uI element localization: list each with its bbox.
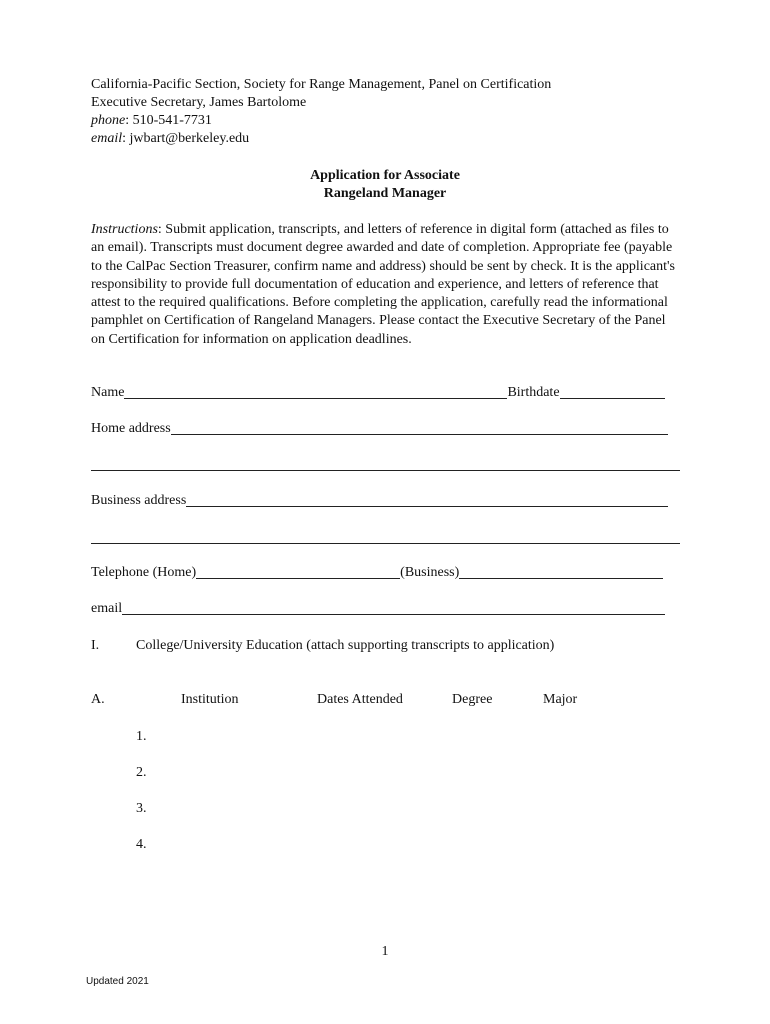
telephone-row bbox=[91, 564, 663, 582]
education-row-1[interactable]: 1. bbox=[136, 729, 147, 744]
phone-label: phone bbox=[91, 113, 126, 128]
phone-value: : 510-541-7731 bbox=[125, 113, 212, 128]
secretary-line: Executive Secretary, James Bartolome bbox=[91, 95, 307, 110]
name-field[interactable] bbox=[124, 385, 507, 399]
document-title-line-1: Application for Associate bbox=[310, 168, 460, 183]
education-row-2[interactable]: 2. bbox=[136, 765, 147, 780]
education-row-3[interactable]: 3. bbox=[136, 801, 147, 816]
name-label: Name bbox=[91, 385, 125, 400]
home-address-label: Home address bbox=[91, 421, 171, 436]
page-number: 1 bbox=[381, 944, 389, 959]
birthdate-label: Birthdate bbox=[507, 385, 560, 400]
home-address-field[interactable] bbox=[171, 421, 668, 435]
column-degree: Degree bbox=[452, 692, 493, 707]
document-title-line-2: Rangeland Manager bbox=[323, 186, 447, 201]
organization-line: California-Pacific Section, Society for Range Management, Panel on Certification bbox=[91, 77, 552, 92]
email-field-label: email bbox=[91, 601, 123, 616]
business-address-field-line-2[interactable] bbox=[91, 543, 680, 544]
business-address-row bbox=[91, 492, 668, 510]
business-address-label: Business address bbox=[91, 493, 187, 508]
instructions-paragraph bbox=[91, 221, 681, 349]
phone-line bbox=[91, 112, 212, 130]
telephone-home-field[interactable] bbox=[196, 565, 400, 579]
email-row bbox=[91, 600, 665, 618]
birthdate-field[interactable] bbox=[560, 385, 665, 399]
telephone-business-field[interactable] bbox=[459, 565, 663, 579]
section-one-numeral: I. bbox=[91, 638, 100, 653]
instructions-label: Instructions bbox=[91, 222, 158, 237]
email-value: : jwbart@berkeley.edu bbox=[122, 131, 250, 146]
name-birthdate-row bbox=[91, 384, 665, 402]
home-address-row bbox=[91, 420, 668, 438]
column-institution: Institution bbox=[181, 692, 239, 707]
education-row-label: A. bbox=[91, 692, 105, 707]
email-line bbox=[91, 130, 249, 148]
education-row-4[interactable]: 4. bbox=[136, 837, 147, 852]
email-field[interactable] bbox=[122, 601, 665, 615]
updated-note: Updated 2021 bbox=[86, 976, 149, 987]
business-address-field[interactable] bbox=[186, 493, 668, 507]
column-dates-attended: Dates Attended bbox=[317, 692, 403, 707]
telephone-business-label: (Business) bbox=[400, 565, 460, 580]
column-major: Major bbox=[543, 692, 578, 707]
instructions-text: : Submit application, transcripts, and letters of reference in digital form (attached as files to an email). Transcripts must document degree awarded and date of completion. Appropriate fee (payable to the CalPac Section Treasurer, confirm name and address) should be sent by check. It is the applicant's responsibility to provide full documentation of education and experience, and letters of reference that attest to the required qualifications. Before completing the application, carefully read the informational pamphlet on Certification of Rangeland Managers. Please contact the Executive Secretary of the Panel on Certification for information on application deadlines. bbox=[91, 222, 675, 347]
email-label: email bbox=[91, 131, 123, 146]
telephone-home-label: Telephone (Home) bbox=[91, 565, 197, 580]
section-one-heading: College/University Education (attach supporting transcripts to application) bbox=[136, 638, 555, 653]
home-address-field-line-2[interactable] bbox=[91, 470, 680, 471]
